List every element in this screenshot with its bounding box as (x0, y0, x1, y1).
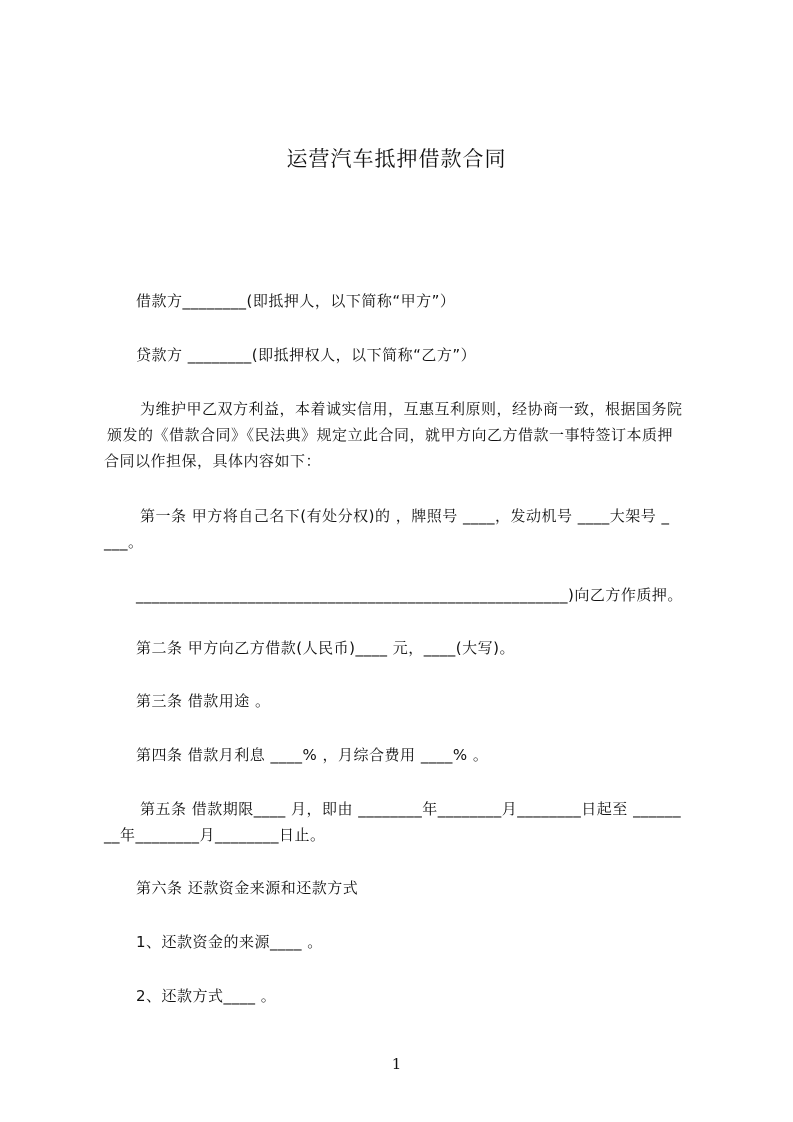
article-3: 第三条 借款用途 。 (136, 692, 271, 710)
article-5-line-2: __年________月________日止。 (104, 826, 326, 844)
article-1-line-1: 第一条 甲方将自己名下(有处分权)的 ，牌照号 ____，发动机号 ____大架号 _ (140, 507, 670, 525)
document-title: 运营汽车抵押借款合同 (286, 147, 507, 171)
article-6-item-2: 2、还款方式____ 。 (136, 987, 277, 1005)
article-4: 第四条 借款月利息 ____% ，月综合费用 ____% 。 (136, 746, 489, 764)
preamble-line-3: 合同以作担保，具体内容如下： (104, 452, 322, 470)
article-6-item-1: 1、还款资金的来源____ 。 (136, 933, 323, 951)
article-1-line-2: ___。 (104, 533, 144, 551)
borrower-line: 借款方________(即抵押人，以下简称“甲方”） (136, 292, 456, 310)
pledge-line: ______________________________________________________)向乙方作质押。 (136, 586, 683, 604)
article-2: 第二条 甲方向乙方借款(人民币)____ 元，____(大写)。 (136, 639, 515, 657)
article-6: 第六条 还款资金来源和还款方式 (136, 879, 359, 897)
lender-line: 贷款方 ________(即抵押权人，以下简称“乙方”） (136, 346, 477, 364)
preamble-line-1: 为维护甲乙双方利益，本着诚实信用，互惠互利原则，经协商一致，根据国务院 (140, 400, 683, 418)
preamble-line-2: 颁发的《借款合同》《民法典》规定立此合同，就甲方向乙方借款一事特签订本质押 (107, 426, 674, 444)
article-5-line-1: 第五条 借款期限____ 月，即由 ________年________月________日起至 ______ (140, 800, 682, 818)
page-number: 1 (391, 1055, 402, 1073)
